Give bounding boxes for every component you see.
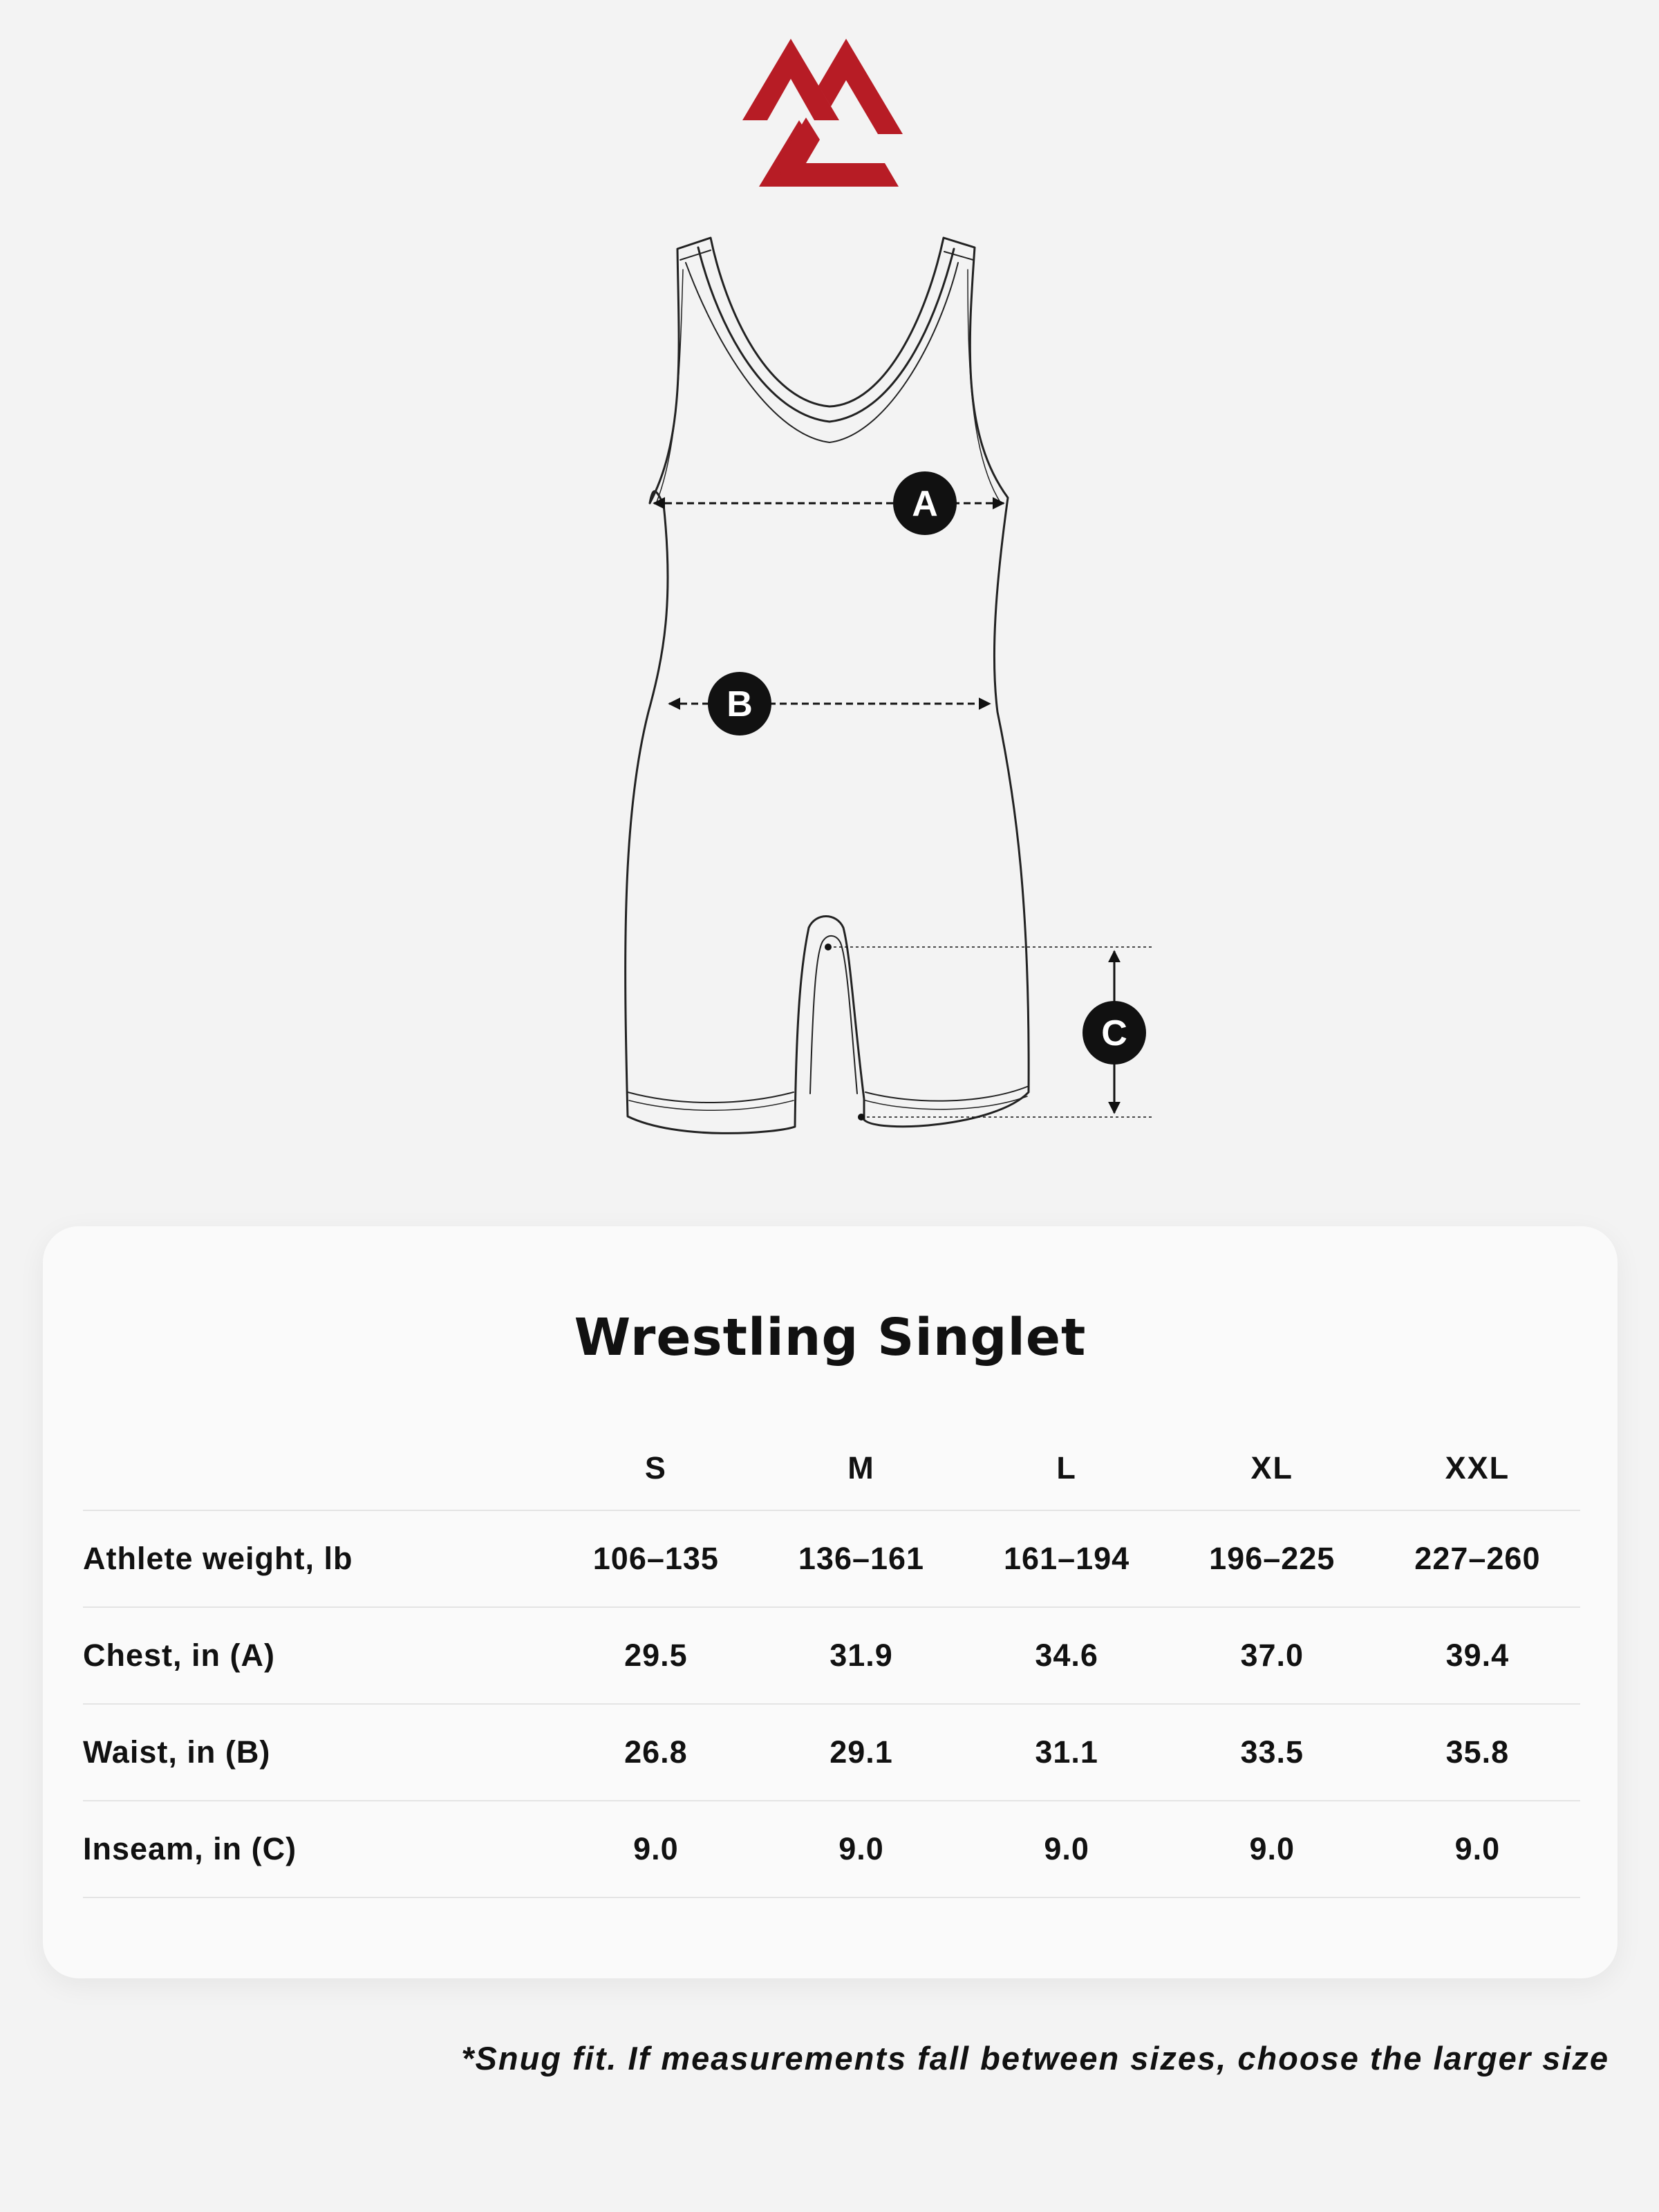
row-label: Inseam, in (C) [83,1801,553,1897]
table-cell: 31.9 [758,1607,964,1704]
table-cell: 9.0 [1375,1801,1580,1897]
table-cell: 33.5 [1170,1704,1375,1801]
table-cell: 39.4 [1375,1607,1580,1704]
card-title: Wrestling Singlet [574,1308,1087,1367]
table-cell: 29.5 [553,1607,758,1704]
table-row [83,1801,1580,1897]
row-label: Waist, in (B) [83,1704,553,1801]
singlet-illustration [608,228,1175,1141]
table-cell: 136–161 [758,1510,964,1607]
chest-measurement [654,471,1004,535]
table-cell: 31.1 [964,1704,1170,1801]
table-header-row [83,1427,1580,1510]
size-chart-card [43,1226,1618,1978]
table-cell: 35.8 [1375,1704,1580,1801]
table-cell: 106–135 [553,1510,758,1607]
table-cell: 34.6 [964,1607,1170,1704]
size-header: M [758,1427,964,1510]
size-header: S [553,1427,758,1510]
size-table [83,1427,1580,1898]
table-row [83,1607,1580,1704]
table-cell: 196–225 [1170,1510,1375,1607]
table-cell: 26.8 [553,1704,758,1801]
table-row [83,1704,1580,1801]
table-cell: 29.1 [758,1704,964,1801]
waist-measurement [669,672,990,735]
table-cell: 9.0 [553,1801,758,1897]
table-cell: 227–260 [1375,1510,1580,1607]
fit-footnote: *Snug fit. If measurements fall between sizes, choose the larger size [461,2040,1609,2077]
table-header-empty [83,1427,553,1510]
marker-b-label: B [727,684,753,724]
brand-logo [742,39,908,187]
size-header: L [964,1427,1170,1510]
size-header: XXL [1375,1427,1580,1510]
table-cell: 9.0 [964,1801,1170,1897]
marker-a-label: A [912,484,938,524]
table-cell: 161–194 [964,1510,1170,1607]
row-label: Athlete weight, lb [83,1510,553,1607]
singlet-outline [626,238,1029,1133]
row-label: Chest, in (A) [83,1607,553,1704]
marker-c-label: C [1101,1013,1127,1053]
table-cell: 9.0 [1170,1801,1375,1897]
table-cell: 9.0 [758,1801,964,1897]
table-cell: 37.0 [1170,1607,1375,1704]
size-header: XL [1170,1427,1375,1510]
table-row [83,1510,1580,1607]
